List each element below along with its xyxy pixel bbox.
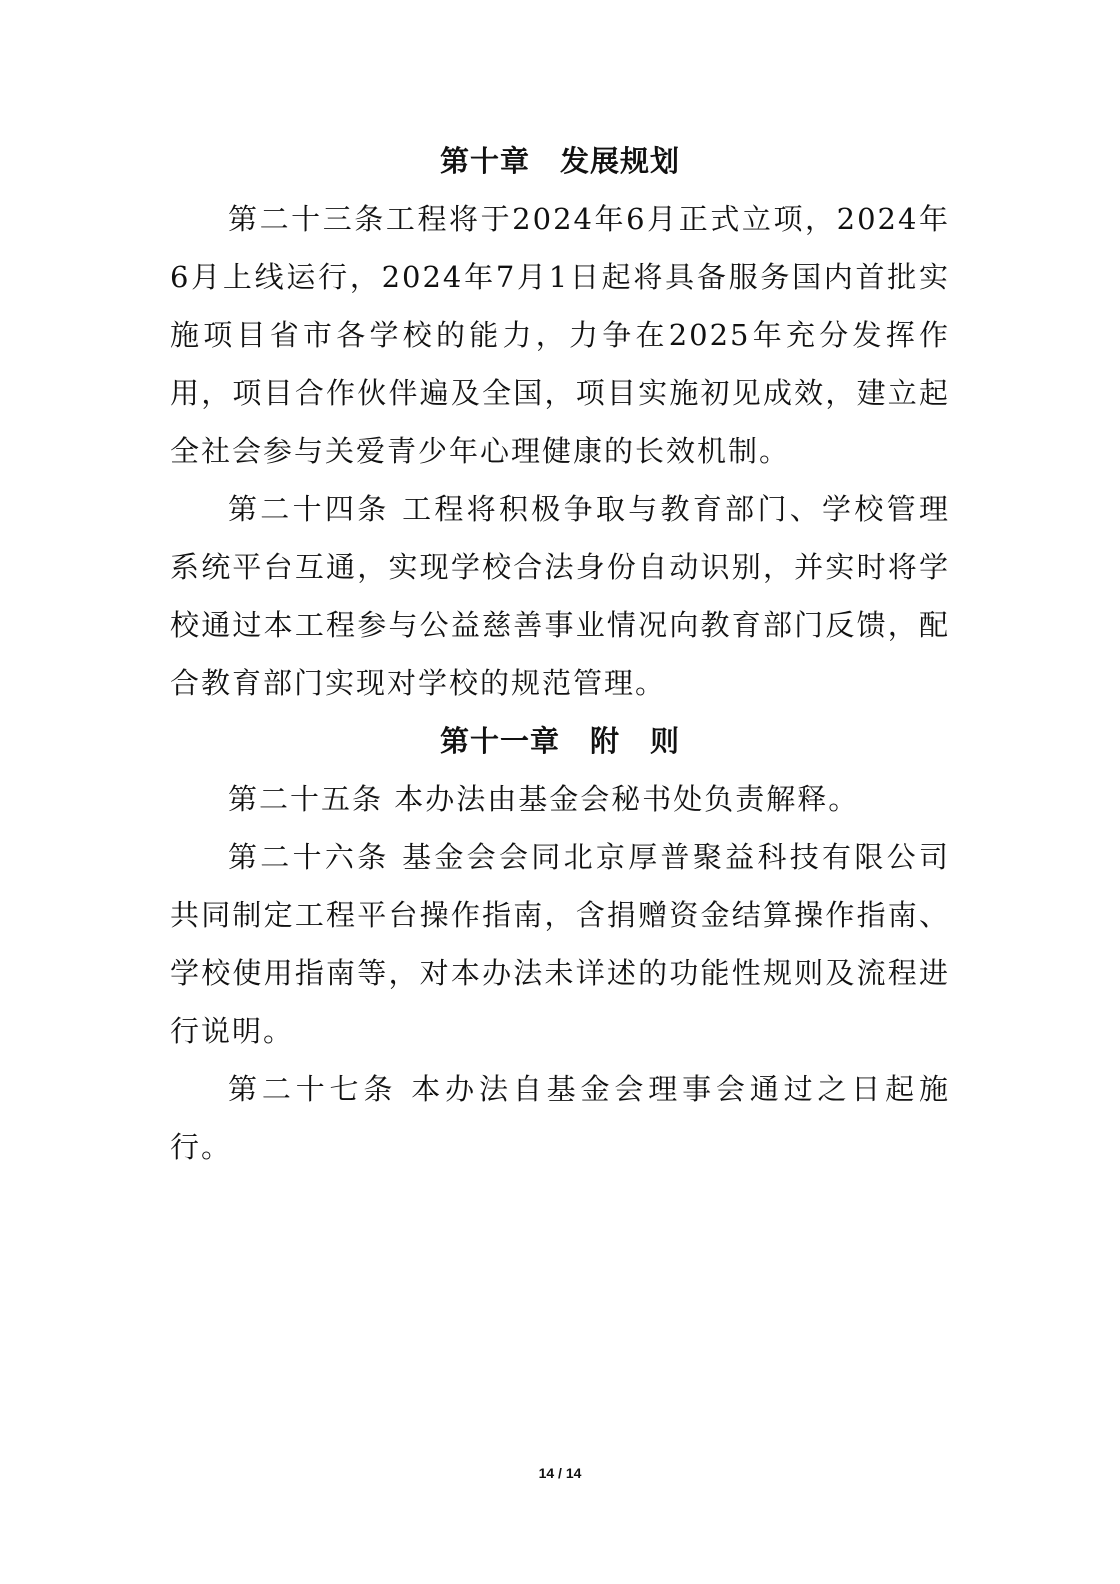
document-body [170,132,950,1176]
article-24: 第二十四条 工程将积极争取与教育部门、学校管理系统平台互通，实现学校合法身份自动识别，并实时将学校通过本工程参与公益慈善事业情况向教育部门反馈，配合教育部门实现对学校的规范管理。 [170,492,950,700]
article-27: 第二十七条 本办法自基金会理事会通过之日起施行。 [170,1072,950,1164]
article-25: 第二十五条 本办法由基金会秘书处负责解释。 [228,782,860,816]
article-23: 第二十三条工程将于2024年6月正式立项，2024年6月上线运行，2024年7月1日起将具备服务国内首批实施项目省市各学校的能力，力争在2025年充分发挥作用，项目合作伙伴遍及全国，项目实施初见成效，建立起全社会参与关爱青少年心理健康的长效机制。 [170,202,950,468]
chapter-title-development-plan: 第十章 发展规划 [439,144,680,178]
article-26: 第二十六条 基金会会同北京厚普聚益科技有限公司共同制定工程平台操作指南，含捐赠资金结算操作指南、学校使用指南等，对本办法未详述的功能性规则及流程进行说明。 [170,840,950,1048]
chapter-title-supplementary-provisions: 第十一章 附 则 [439,724,680,758]
page-number: 14 / 14 [538,1465,582,1481]
